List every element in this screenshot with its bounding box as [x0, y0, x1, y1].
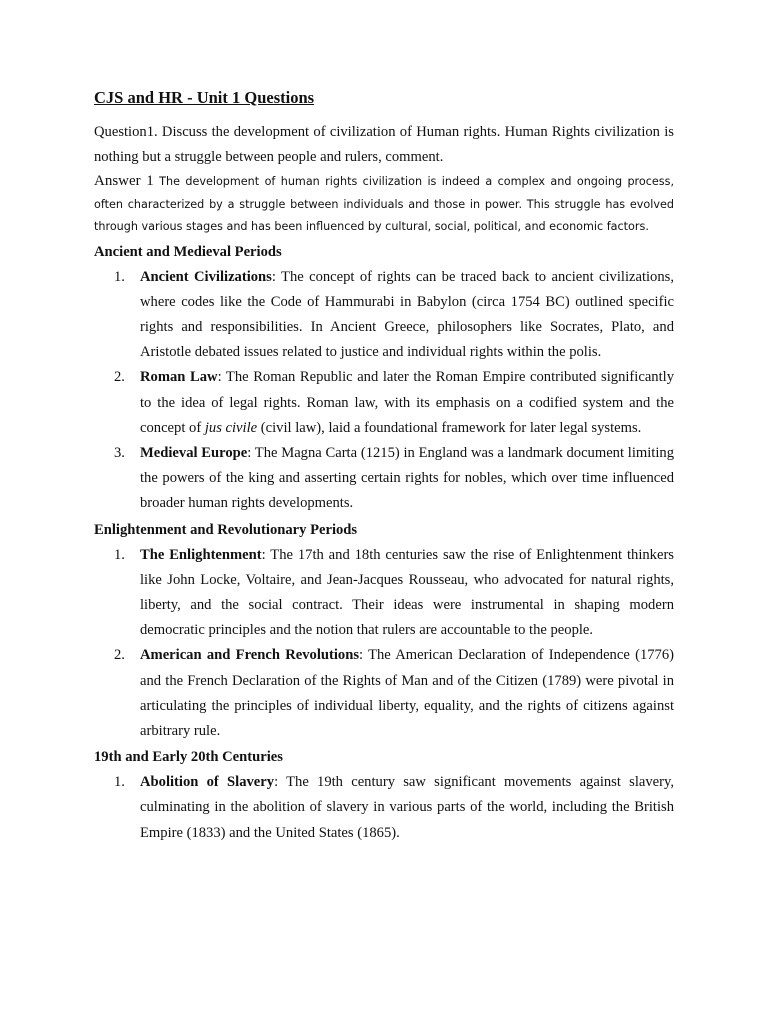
list-ancient-medieval [94, 265, 674, 517]
list-item-number: 1. [114, 774, 125, 791]
list-item-text: : The concept of rights can be traced back to ancient civilizations, where codes like the Code of Hammurabi in Babylon (circa 1754 BC) outlined specific rights and responsibilities. In Ancient Greece, philosophers like Socrates, Plato, and Aristotle debated issues related to justice and individual rights within the polis. [140, 268, 674, 361]
list-item-number: 1. [114, 268, 125, 285]
section-heading-ancient-medieval: Ancient and Medieval Periods [94, 243, 282, 260]
list-item-number: 1. [114, 546, 125, 563]
section-heading-enlightenment: Enlightenment and Revolutionary Periods [94, 521, 358, 538]
list-item [94, 365, 674, 441]
list-item [94, 543, 674, 644]
list-item-term: American and French Revolutions [140, 647, 360, 664]
list-item [94, 770, 674, 846]
list-item-text: : The Roman Republic and later the Roman Empire contributed significantly to the idea of legal rights. Roman law, with its emphasis on a codified system and the concept of [140, 369, 674, 436]
list-item-text: : The American Declaration of Independence (1776) and the French Declaration of the Rights of Man and of the Citizen (1789) were pivotal in articulating the principles of individual liberty, equality, and the rights of citizens against arbitrary rule. [140, 647, 674, 739]
list-item-text: : The Magna Carta (1215) in England was a landmark document limiting the powers of the king and asserting certain rights for nobles, which over time influenced broader human rights developments. [140, 444, 674, 512]
list-item-term: Abolition of Slavery [140, 774, 275, 791]
list-item-number: 2. [114, 369, 125, 386]
list-item [94, 643, 674, 744]
list-19th-century [94, 770, 674, 846]
list-item-term: The Enlightenment [140, 546, 262, 563]
answer-paragraph [94, 170, 674, 239]
list-item-number: 3. [114, 444, 125, 461]
list-enlightenment [94, 543, 674, 745]
list-item-italic-term: jus civile [204, 419, 258, 436]
list-item-term: Roman Law [140, 369, 218, 386]
section-heading-19th-century: 19th and Early 20th Centuries [94, 749, 283, 766]
list-item [94, 441, 674, 517]
answer-text: The development of human rights civilization is indeed a complex and ongoing process, often characterized by a struggle between individuals and those in power. This struggle has evolved through various stages and has been influenced by cultural, social, political, and economic factors. [94, 175, 674, 233]
list-item [94, 265, 674, 366]
answer-label: Answer 1 [94, 173, 154, 189]
list-item-text: : The 19th century saw significant movements against slavery, culminating in the abolition of slavery in various parts of the world, including the British Empire (1833) and the United States (1865). [140, 774, 674, 841]
document-title: CJS and HR - Unit 1 Questions [94, 88, 315, 107]
list-item-text: : The 17th and 18th centuries saw the rise of Enlightenment thinkers like John Locke, Voltaire, and Jean-Jacques Rousseau, who advocated for natural rights, liberty, and the social contract. Their ideas were instrumental in shaping modern democratic principles and the notion that rulers are accountable to the people. [140, 546, 674, 639]
question-text: Question1. Discuss the development of civilization of Human rights. Human Rights civilization is nothing but a struggle between people and rulers, comment. [94, 124, 674, 165]
list-item-term: Medieval Europe [140, 444, 248, 461]
list-item-term: Ancient Civilizations [140, 268, 272, 285]
list-item-number: 2. [114, 647, 125, 664]
list-item-text-continued: (civil law), laid a foundational framework for later legal systems. [257, 419, 642, 436]
